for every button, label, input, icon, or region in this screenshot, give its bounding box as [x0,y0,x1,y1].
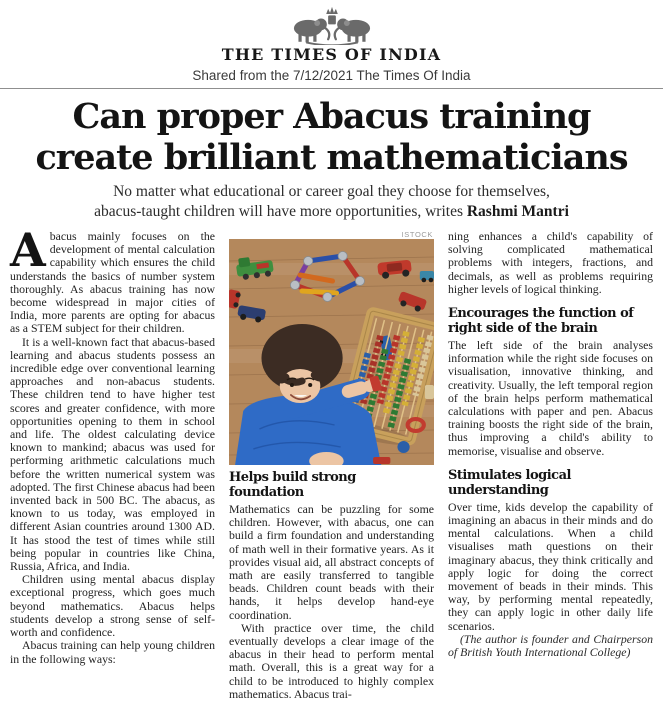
standfirst-line-2: abacus-taught children will have more opportunities, writes [94,203,467,220]
paragraph: Over time, kids develop the capability of imagining an abacus in their minds and do mental calculations. When a child visualises math questions on their imaginary abacus, they think critically and apply logic for doing the correct movement of beads in their minds. This way, by performing mental repeatedly, they can apply logic in other daily life scenarios. [448,499,653,633]
paragraph: Children using mental abacus display exceptional progress, which goes much beyond mathematics. Abacus helps students develop a strong sense of self-worth and confidence. [10,572,215,640]
masthead-title: THE TIMES OF INDIA [221,45,442,64]
article-columns [0,223,663,701]
headline-line-2: create brilliant mathematicians [35,137,628,178]
section-heading-foundation: Helps build strong foundation [229,470,356,500]
section-heading-right-brain: Encourages the function of right side of the brain [448,306,634,337]
column-1 [10,223,215,701]
paragraph-text: bacus mainly focuses on the development of mental calculation capability which ensures the child understands the basics of number system thoroughly. As abacus training has now become widespread in major cities of India, more parents are opting for abacus as a STEM subject for their children. [10,229,215,336]
toi-crest-emblem [0,5,663,45]
column-2 [229,230,434,701]
child-with-abacus-photo-illustration [229,239,434,465]
article-headline [6,96,657,178]
paragraph [10,223,215,336]
author-note: (The author is founder and Chairperson of British Youth International College) [448,631,653,660]
paragraph: With practice over time, the child eventually develops a clear image of the abacus in their head to perform mental math. Overall, this is a great way for a child to be introduced to highly complex mathematics. Abacus trai- [229,620,434,701]
masthead [0,0,663,64]
article-standfirst [20,182,643,222]
section-heading-logical: Stimulates logical understanding [448,467,571,498]
paragraph: Abacus training can help young children in the following ways: [10,638,215,666]
headline-line-1: Can proper Abacus training [72,96,591,137]
standfirst-line-1: No matter what educational or career goal they choose for themselves, [113,183,550,200]
paragraph: The left side of the brain analyses information while the right side focuses on visualisation, innovative thinking, and creativity. Usually, the left temporal region of the brain helps perform mathematical calculations with paper and pen. Abacus training boosts the right side of the brain, thus improving a child's ability to memorise, visualise and observe. [448,338,653,458]
shared-from-bar: Shared from the 7/12/2021 The Times Of India [0,64,663,89]
paragraph: ning enhances a child's capability of solving complicated mathematical problems with integers, fractions, and decimals, as well as problems requiring higher levels of logical thinking. [448,229,653,296]
byline-author-name: Rashmi Mantri [466,203,569,220]
column-3 [448,230,653,701]
article-photo [229,239,434,465]
article-photo-block [229,230,434,465]
paragraph: It is a well-known fact that abacus-based learning and abacus students possess an incredible edge over conventional learning approaches and non-abacus students. These children tend to have higher test scores and greater confidence, with more opportunities opening to them in school and life. The oldest calculating device known to mankind; abacus was used for performing arithmetic calculations much before the written numerical system was adopted. The first Chinese abacus had been invented back in 500 BC. The abacus, as known to us today, was employed in different Asian countries around 1300 AD. It has stood the test of times while still being popular in countries like China, Russia, Africa, and India. [10,334,215,574]
paragraph: Mathematics can be puzzling for some children. However, with abacus, one can build a firm foundation and understanding of math well in their formative years. As it provides visual aid, all abstract concepts of math are easily transferred to tangible beads. Children count beads with their hands, it helps develop hand-eye coordination. [229,502,434,622]
elephant-crest-icon [277,5,387,45]
drop-cap: A [10,223,46,277]
photo-credit: ISTOCK [401,230,433,239]
